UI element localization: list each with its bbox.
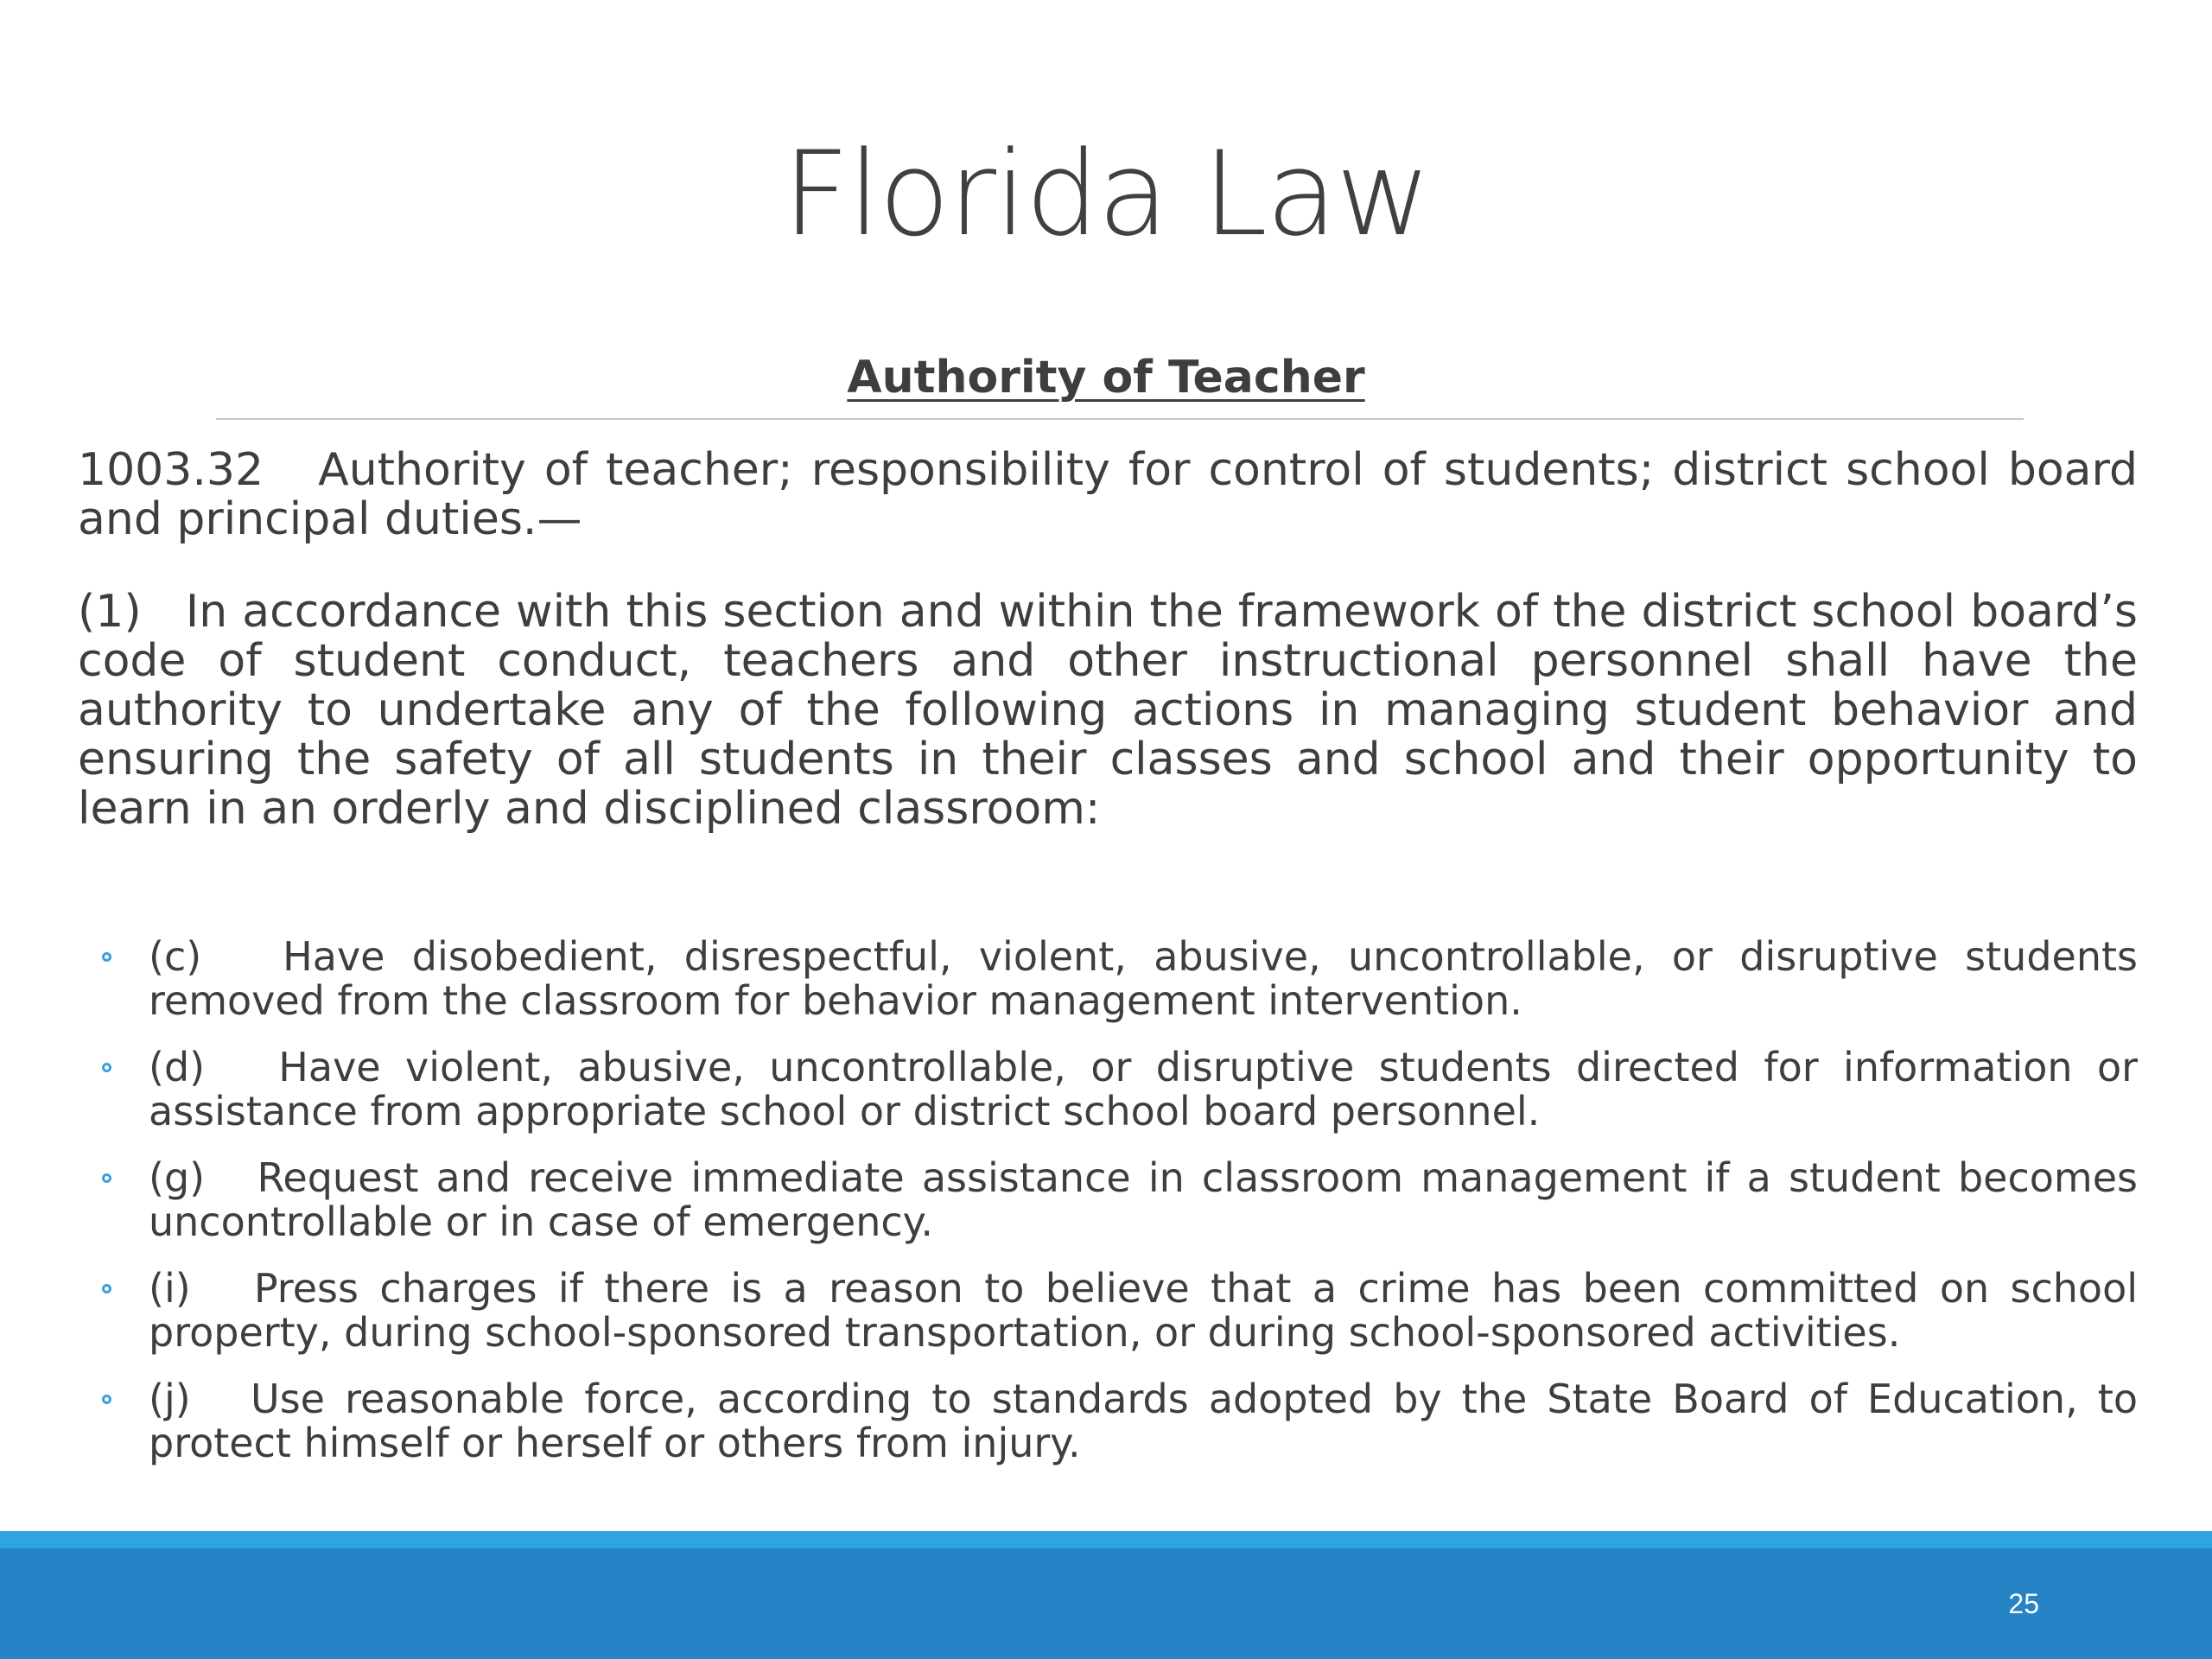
statute-intro-paragraph: (1) In accordance with this section and within the framework of the district school board’s code of student conduct, teachers and other instructional personnel shall have the authority to undertake any of the following actions in managing student behavior and ensuring the safety of all students in their classes and school and their opportunity to learn in an orderly and disciplined classroom: (78, 586, 2138, 835)
slide-title: Florida Law (782, 126, 1430, 262)
hollow-circle-bullet-icon (102, 1173, 111, 1183)
list-item-text: (g) Request and receive immediate assistance in classroom management if a student becomes uncontrollable or in case of emergency. (149, 1154, 2138, 1245)
statute-heading-paragraph: 1003.32 Authority of teacher; responsibility for control of students; district school board and principal duties.— (78, 444, 2138, 545)
list-item (95, 1156, 2138, 1244)
footer-accent-stripe (0, 1531, 2212, 1548)
list-item-text: (j) Use reasonable force, according to standards adopted by the State Board of Education, to protect himself or herself or others from injury. (149, 1376, 2138, 1466)
list-item-text: (i) Press charges if there is a reason to believe that a crime has been committed on school property, during school-sponsored transportation, or during school-sponsored activities. (149, 1265, 2138, 1356)
hollow-circle-bullet-icon (102, 952, 111, 962)
hollow-circle-bullet-icon (102, 1395, 111, 1404)
list-item-text: (c) Have disobedient, disrespectful, violent, abusive, uncontrollable, or disruptive students removed from the classroom for behavior management intervention. (149, 933, 2138, 1024)
list-item (95, 1046, 2138, 1134)
list-item-text: (d) Have violent, abusive, uncontrollable, or disruptive students directed for information or assistance from appropriate school or district school board personnel. (149, 1044, 2138, 1135)
list-item (95, 1267, 2138, 1355)
subtitle-divider (216, 418, 2024, 420)
slide-subtitle: Authority of Teacher (847, 352, 1365, 404)
list-item (95, 935, 2138, 1023)
page-number: 25 (2008, 1588, 2039, 1619)
hollow-circle-bullet-icon (102, 1063, 111, 1072)
list-item (95, 1377, 2138, 1465)
hollow-circle-bullet-icon (102, 1284, 111, 1294)
footer-bar (0, 1548, 2212, 1659)
authority-list (95, 935, 2138, 1488)
